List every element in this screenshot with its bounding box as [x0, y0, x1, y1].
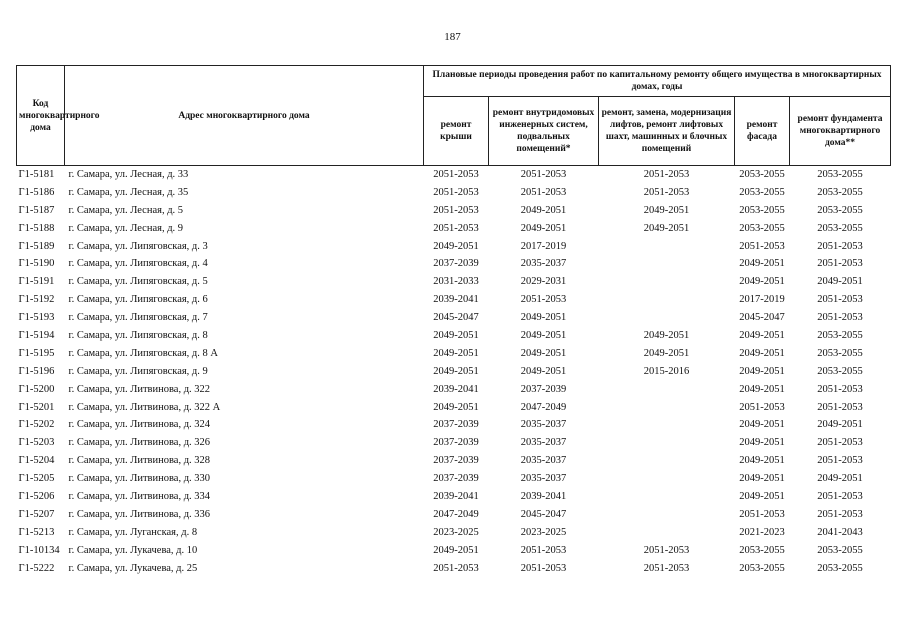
header-foundation: ремонт фундамента многоквартирного дома**: [790, 97, 891, 166]
cell-address: г. Самара, ул. Литвинова, д. 334: [68, 490, 211, 502]
cell-code: Г1-5213: [18, 526, 55, 538]
cell-facade: 2053-2055: [739, 562, 785, 574]
cell-facade: 2021-2023: [739, 526, 785, 538]
cell-roof: 2051-2053: [433, 562, 479, 574]
cell-systems: 2037-2039: [520, 383, 567, 395]
cell-lifts: 2049-2051: [643, 204, 690, 216]
cell-foundation: 2049-2051: [817, 276, 863, 288]
capital-repair-table: [16, 65, 891, 577]
cell-roof: 2051-2053: [433, 204, 479, 216]
cell-systems: 2029-2031: [520, 276, 567, 288]
cell-lifts: [599, 434, 735, 452]
cell-roof: 2031-2033: [433, 276, 479, 288]
cell-systems: 2017-2019: [520, 240, 567, 252]
cell-code: Г1-5202: [18, 419, 55, 431]
cell-address: г. Самара, ул. Лесная, д. 35: [68, 186, 189, 198]
cell-lifts: 2051-2053: [643, 186, 690, 198]
cell-systems: 2049-2051: [520, 204, 567, 216]
header-address: Адрес многоквартирного дома: [65, 66, 424, 166]
cell-lifts: [599, 506, 735, 524]
cell-foundation: 2051-2053: [817, 294, 863, 306]
page-number: 187: [444, 31, 461, 43]
cell-facade: 2051-2053: [739, 401, 785, 413]
cell-address: г. Самара, ул. Литвинова, д. 322 А: [68, 401, 221, 413]
cell-code: Г1-5188: [18, 222, 55, 234]
cell-address: г. Самара, ул. Лесная, д. 9: [68, 222, 184, 234]
header-code: Код многоквартирного дома: [17, 66, 65, 166]
cell-lifts: [599, 255, 735, 273]
cell-foundation: 2053-2055: [817, 544, 863, 556]
cell-roof: 2045-2047: [433, 312, 479, 324]
cell-lifts: 2049-2051: [643, 222, 690, 234]
cell-facade: 2049-2051: [739, 329, 785, 341]
table-row: [17, 220, 891, 238]
cell-code: Г1-5192: [18, 294, 55, 306]
cell-address: г. Самара, ул. Литвинова, д. 322: [68, 383, 211, 395]
cell-roof: 2049-2051: [433, 401, 479, 413]
cell-roof: 2039-2041: [433, 490, 479, 502]
header-facade: ремонт фасада: [735, 97, 790, 166]
cell-address: г. Самара, ул. Литвинова, д. 328: [68, 455, 211, 467]
cell-roof: 2037-2039: [433, 455, 479, 467]
cell-foundation: 2051-2053: [817, 258, 863, 270]
cell-systems: 2051-2053: [489, 166, 599, 184]
cell-systems: 2035-2037: [520, 437, 567, 449]
cell-foundation: 2053-2055: [817, 562, 863, 574]
cell-foundation: 2051-2053: [817, 383, 863, 395]
cell-systems: 2035-2037: [520, 419, 567, 431]
cell-systems: 2035-2037: [520, 455, 567, 467]
cell-address: г. Самара, ул. Литвинова, д. 336: [68, 508, 211, 520]
cell-roof: 2049-2051: [433, 544, 479, 556]
cell-address: г. Самара, ул. Липяговская, д. 9: [68, 365, 208, 377]
header-lifts: ремонт, замена, модернизация лифтов, ремонт лифтовых шахт, машинных и блочных помещений: [599, 97, 735, 166]
cell-lifts: [599, 470, 735, 488]
cell-foundation: 2049-2051: [817, 473, 863, 485]
cell-lifts: 2051-2053: [599, 166, 735, 184]
cell-code: Г1-5207: [18, 508, 55, 520]
cell-systems: 2023-2025: [520, 526, 567, 538]
cell-systems: 2051-2053: [520, 294, 567, 306]
cell-foundation: 2051-2053: [817, 240, 863, 252]
cell-address: г. Самара, ул. Лукачева, д. 10: [68, 544, 198, 556]
cell-foundation: 2053-2055: [817, 222, 863, 234]
table-row: [17, 524, 891, 542]
header-roof: ремонт крыши: [424, 97, 489, 166]
cell-systems: 2035-2037: [520, 258, 567, 270]
cell-roof: 2049-2051: [433, 240, 479, 252]
cell-code: Г1-10134: [18, 544, 60, 556]
table-row: [17, 416, 891, 434]
cell-facade: 2045-2047: [739, 312, 785, 324]
cell-foundation: 2053-2055: [817, 365, 863, 377]
cell-lifts: [599, 273, 735, 291]
cell-lifts: [599, 291, 735, 309]
cell-address: г. Самара, ул. Липяговская, д. 3: [68, 240, 208, 252]
cell-lifts: [599, 524, 735, 542]
cell-foundation: 2053-2055: [817, 186, 863, 198]
cell-roof: 2037-2039: [433, 419, 479, 431]
cell-lifts: 2015-2016: [643, 365, 690, 377]
cell-address: г. Самара, ул. Литвинова, д. 326: [68, 437, 211, 449]
cell-facade: 2049-2051: [739, 258, 785, 270]
cell-lifts: 2051-2053: [643, 544, 690, 556]
cell-lifts: 2049-2051: [643, 329, 690, 341]
table-row: [17, 238, 891, 256]
cell-lifts: [599, 416, 735, 434]
cell-code: Г1-5195: [18, 347, 55, 359]
cell-address: г. Самара, ул. Лукачева, д. 25: [68, 562, 198, 574]
cell-facade: 2049-2051: [739, 276, 785, 288]
cell-foundation: 2051-2053: [817, 312, 863, 324]
table-row: [17, 452, 891, 470]
cell-address: г. Самара, ул. Лесная, д. 33: [65, 166, 424, 184]
cell-roof: 2051-2053: [433, 222, 479, 234]
table-row: [17, 542, 891, 560]
cell-roof: 2037-2039: [433, 473, 479, 485]
cell-code: Г1-5189: [18, 240, 55, 252]
cell-facade: 2017-2019: [739, 294, 785, 306]
cell-roof: 2039-2041: [433, 294, 479, 306]
cell-address: г. Самара, ул. Липяговская, д. 8 А: [68, 347, 218, 359]
cell-systems: 2051-2053: [520, 186, 567, 198]
cell-roof: 2037-2039: [433, 258, 479, 270]
cell-address: г. Самара, ул. Липяговская, д. 8: [68, 329, 208, 341]
cell-facade: 2053-2055: [739, 186, 785, 198]
table-row: [17, 363, 891, 381]
cell-address: г. Самара, ул. Липяговская, д. 4: [68, 258, 208, 270]
cell-roof: 2047-2049: [433, 508, 479, 520]
cell-address: г. Самара, ул. Липяговская, д. 5: [68, 276, 208, 288]
table-row: [17, 434, 891, 452]
table-row: [17, 399, 891, 417]
cell-lifts: [599, 309, 735, 327]
cell-foundation: 2051-2053: [817, 437, 863, 449]
cell-systems: 2049-2051: [520, 329, 567, 341]
cell-facade: 2051-2053: [739, 508, 785, 520]
cell-code: Г1-5200: [18, 383, 55, 395]
cell-address: г. Самара, ул. Лесная, д. 5: [68, 204, 184, 216]
cell-facade: 2053-2055: [739, 204, 785, 216]
table-row: [17, 345, 891, 363]
header-periods-group: Плановые периоды проведения работ по капитальному ремонту общего имущества в многоквартирных домах, годы: [424, 66, 891, 97]
cell-code: Г1-5187: [18, 204, 55, 216]
cell-code: Г1-5191: [18, 276, 55, 288]
cell-systems: 2051-2053: [520, 544, 567, 556]
cell-lifts: [599, 488, 735, 506]
cell-facade: 2049-2051: [739, 473, 785, 485]
cell-code: Г1-5205: [18, 473, 55, 485]
cell-foundation: 2051-2053: [817, 455, 863, 467]
cell-roof: 2023-2025: [433, 526, 479, 538]
table-row: [17, 506, 891, 524]
cell-address: г. Самара, ул. Липяговская, д. 6: [68, 294, 208, 306]
cell-address: г. Самара, ул. Литвинова, д. 324: [68, 419, 211, 431]
cell-roof: 2049-2051: [433, 365, 479, 377]
cell-roof: 2049-2051: [433, 329, 479, 341]
cell-roof: 2049-2051: [433, 347, 479, 359]
cell-foundation: 2051-2053: [817, 401, 863, 413]
cell-facade: 2053-2055: [735, 166, 790, 184]
header-systems: ремонт внутридомовых инженерных систем, подвальных помещений*: [489, 97, 599, 166]
cell-foundation: 2051-2053: [817, 508, 863, 520]
cell-code: Г1-5181: [17, 166, 65, 184]
table-row: [17, 184, 891, 202]
cell-foundation: 2053-2055: [817, 347, 863, 359]
cell-facade: 2049-2051: [739, 347, 785, 359]
table-row: [17, 327, 891, 345]
cell-foundation: 2051-2053: [817, 490, 863, 502]
cell-systems: 2035-2037: [520, 473, 567, 485]
cell-systems: 2045-2047: [520, 508, 567, 520]
cell-lifts: [599, 399, 735, 417]
table-row: [17, 488, 891, 506]
cell-roof: 2039-2041: [433, 383, 479, 395]
cell-lifts: [599, 452, 735, 470]
cell-code: Г1-5222: [18, 562, 55, 574]
table-row: [17, 255, 891, 273]
table-body: [17, 166, 891, 578]
cell-address: г. Самара, ул. Луганская, д. 8: [68, 526, 198, 538]
cell-code: Г1-5206: [18, 490, 55, 502]
table-row: [17, 470, 891, 488]
cell-foundation: 2041-2043: [817, 526, 863, 538]
table-row: [17, 309, 891, 327]
cell-roof: 2051-2053: [433, 186, 479, 198]
cell-lifts: [599, 238, 735, 256]
cell-facade: 2051-2053: [739, 240, 785, 252]
cell-foundation: 2053-2055: [817, 204, 863, 216]
table-row: [17, 273, 891, 291]
cell-facade: 2049-2051: [739, 365, 785, 377]
cell-roof: 2051-2053: [424, 166, 489, 184]
cell-systems: 2051-2053: [520, 562, 567, 574]
table-row: [17, 166, 891, 184]
cell-facade: 2053-2055: [739, 222, 785, 234]
cell-systems: 2047-2049: [520, 401, 567, 413]
cell-foundation: 2049-2051: [817, 419, 863, 431]
cell-facade: 2049-2051: [739, 455, 785, 467]
cell-systems: 2049-2051: [520, 312, 567, 324]
cell-systems: 2049-2051: [520, 365, 567, 377]
cell-facade: 2049-2051: [739, 383, 785, 395]
cell-code: Г1-5196: [18, 365, 55, 377]
cell-address: г. Самара, ул. Литвинова, д. 330: [68, 473, 211, 485]
cell-code: Г1-5201: [18, 401, 55, 413]
cell-facade: 2049-2051: [739, 419, 785, 431]
cell-foundation: 2053-2055: [817, 329, 863, 341]
cell-address: г. Самара, ул. Липяговская, д. 7: [68, 312, 208, 324]
table-row: [17, 291, 891, 309]
cell-systems: 2049-2051: [520, 347, 567, 359]
cell-code: Г1-5190: [18, 258, 55, 270]
cell-facade: 2053-2055: [739, 544, 785, 556]
cell-systems: 2049-2051: [520, 222, 567, 234]
cell-foundation: 2053-2055: [790, 166, 891, 184]
cell-lifts: [599, 381, 735, 399]
table-row: [17, 560, 891, 578]
cell-code: Г1-5193: [18, 312, 55, 324]
cell-facade: 2049-2051: [739, 490, 785, 502]
cell-systems: 2039-2041: [520, 490, 567, 502]
cell-lifts: 2051-2053: [643, 562, 690, 574]
cell-lifts: 2049-2051: [643, 347, 690, 359]
table-row: [17, 381, 891, 399]
cell-code: Г1-5186: [18, 186, 55, 198]
table-header: [17, 66, 891, 166]
cell-facade: 2049-2051: [739, 437, 785, 449]
cell-code: Г1-5203: [18, 437, 55, 449]
cell-code: Г1-5194: [18, 329, 55, 341]
table-row: [17, 202, 891, 220]
cell-code: Г1-5204: [18, 455, 55, 467]
cell-roof: 2037-2039: [433, 437, 479, 449]
